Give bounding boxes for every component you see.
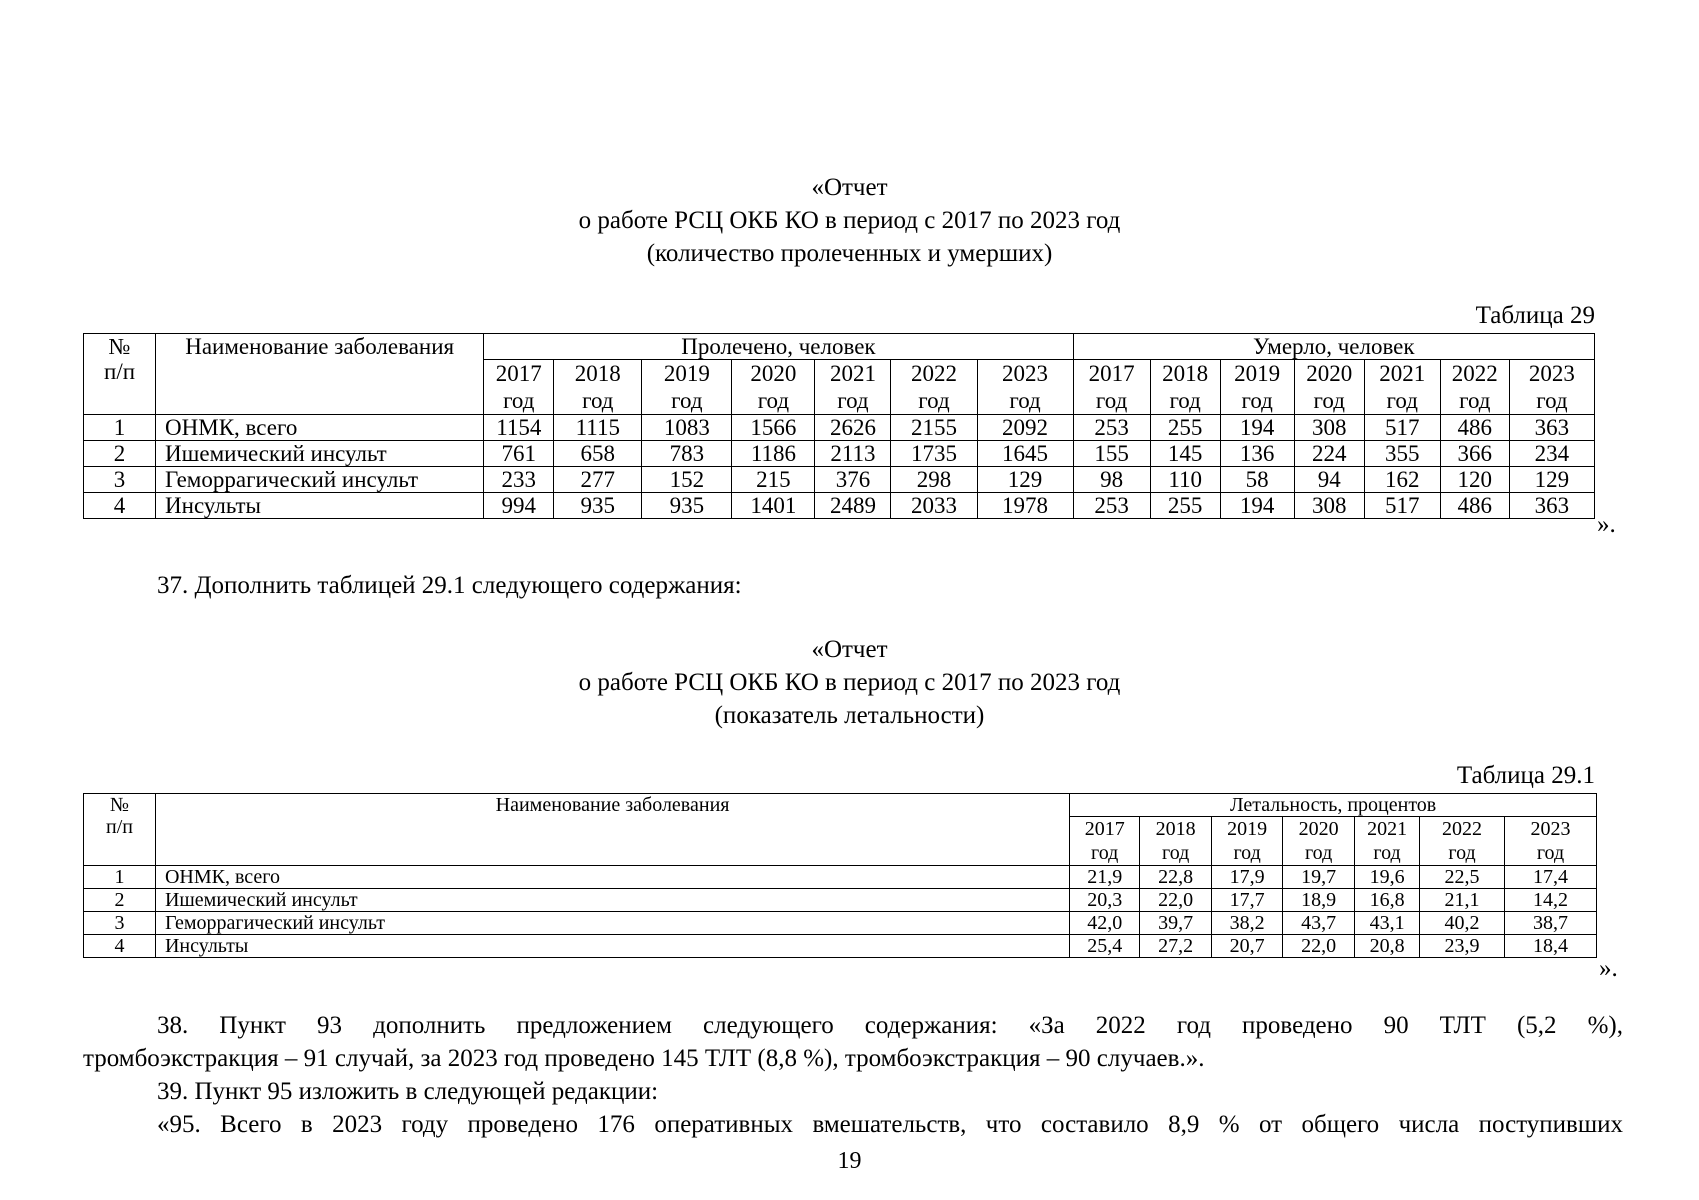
lethality-value: 20,3 <box>1070 889 1140 912</box>
disease-name: Геморрагический инсульт <box>155 912 1069 935</box>
table-row <box>84 441 1595 467</box>
row-number: 1 <box>84 866 156 889</box>
col-header-name: Наименование заболевания <box>155 794 1069 866</box>
page-number: 19 <box>837 1148 862 1174</box>
year-header-2020: 2020 год <box>732 360 815 415</box>
year-header-2018: 2018 год <box>1140 817 1212 866</box>
report1-title-line3: (количество пролеченных и умерших) <box>646 240 1053 267</box>
table29-1-label: Таблица 29.1 <box>1456 762 1595 789</box>
row-number: 2 <box>84 441 156 467</box>
treated-value: 1566 <box>732 415 815 441</box>
group-header-treated: Пролечено, человек <box>484 334 1073 360</box>
lethality-value: 43,1 <box>1355 912 1420 935</box>
treated-value: 277 <box>554 467 642 493</box>
treated-value: 658 <box>554 441 642 467</box>
row-number: 3 <box>84 467 156 493</box>
lethality-value: 23,9 <box>1420 935 1505 958</box>
died-value: 308 <box>1294 493 1364 519</box>
disease-name: Ишемический инсульт <box>156 441 484 467</box>
disease-name: ОНМК, всего <box>155 866 1069 889</box>
year-header-2017: 2017 год <box>484 360 554 415</box>
item-38-line2: тромбоэкстракция – 91 случай, за 2023 год проведено 145 ТЛТ (8,8 %), тромбоэкстракция – 90 случаев.». <box>83 1045 1205 1072</box>
treated-value: 761 <box>484 441 554 467</box>
row-number: 4 <box>84 493 156 519</box>
item-38-line1: 38. Пункт 93 дополнить предложением следующего содержания: «За 2022 год проведено 90 ТЛТ (5,2 %), <box>157 1012 1623 1039</box>
report1-title <box>0 171 1699 270</box>
year-header-2018: 2018 год <box>554 360 642 415</box>
table-29 <box>83 333 1595 519</box>
lethality-value: 20,8 <box>1355 935 1420 958</box>
year-header-2020: 2020 год <box>1283 817 1355 866</box>
lethality-value: 22,5 <box>1420 866 1505 889</box>
item-37: 37. Дополнить таблицей 29.1 следующего содержания: <box>157 572 742 599</box>
item-95-text: «95. Всего в 2023 году проведено 176 оперативных вмешательств, что составило 8,9 % от общего числа поступивших <box>157 1111 1623 1138</box>
table29-1-closing-quote: ». <box>1599 955 1618 982</box>
disease-name: Геморрагический инсульт <box>156 467 484 493</box>
lethality-value: 40,2 <box>1420 912 1505 935</box>
died-value: 308 <box>1294 415 1364 441</box>
died-value: 129 <box>1509 467 1594 493</box>
disease-name: ОНМК, всего <box>156 415 484 441</box>
year-header-2020: 2020 год <box>1294 360 1364 415</box>
lethality-value: 27,2 <box>1140 935 1212 958</box>
died-value: 486 <box>1440 493 1509 519</box>
died-value: 355 <box>1364 441 1440 467</box>
lethality-value: 22,0 <box>1283 935 1355 958</box>
died-value: 194 <box>1220 493 1294 519</box>
col-header-number: № п/п <box>84 794 156 866</box>
treated-value: 376 <box>815 467 891 493</box>
lethality-value: 17,9 <box>1212 866 1283 889</box>
lethality-value: 19,6 <box>1355 866 1420 889</box>
died-value: 58 <box>1220 467 1294 493</box>
year-header-2021: 2021 год <box>815 360 891 415</box>
group-header-lethality: Летальность, процентов <box>1070 794 1597 817</box>
lethality-value: 18,4 <box>1505 935 1597 958</box>
row-number: 2 <box>84 889 156 912</box>
died-value: 94 <box>1294 467 1364 493</box>
report1-title-line2: о работе РСЦ ОКБ КО в период с 2017 по 2023 год <box>578 207 1121 234</box>
lethality-value: 43,7 <box>1283 912 1355 935</box>
treated-value: 1115 <box>554 415 642 441</box>
lethality-value: 14,2 <box>1505 889 1597 912</box>
died-value: 363 <box>1509 415 1594 441</box>
lethality-value: 17,4 <box>1505 866 1597 889</box>
died-value: 194 <box>1220 415 1294 441</box>
year-header-2019: 2019 год <box>642 360 732 415</box>
table-row <box>84 866 1597 889</box>
lethality-value: 16,8 <box>1355 889 1420 912</box>
lethality-value: 21,1 <box>1420 889 1505 912</box>
disease-name: Ишемический инсульт <box>155 889 1069 912</box>
table-29-1 <box>83 793 1597 958</box>
treated-value: 1401 <box>732 493 815 519</box>
died-value: 145 <box>1150 441 1220 467</box>
treated-value: 783 <box>642 441 732 467</box>
died-value: 255 <box>1150 415 1220 441</box>
year-header-2018: 2018 год <box>1150 360 1220 415</box>
row-number: 4 <box>84 935 156 958</box>
year-header-2022: 2022 год <box>891 360 977 415</box>
treated-value: 935 <box>554 493 642 519</box>
group-header-died: Умерло, человек <box>1073 334 1594 360</box>
treated-value: 1154 <box>484 415 554 441</box>
year-header-2022: 2022 год <box>1420 817 1505 866</box>
treated-value: 152 <box>642 467 732 493</box>
treated-value: 1735 <box>891 441 977 467</box>
died-value: 234 <box>1509 441 1594 467</box>
table29-label: Таблица 29 <box>1475 302 1595 329</box>
disease-name: Инсульты <box>156 493 484 519</box>
treated-value: 2092 <box>977 415 1073 441</box>
died-value: 517 <box>1364 415 1440 441</box>
died-value: 120 <box>1440 467 1509 493</box>
col-header-name: Наименование заболевания <box>156 334 484 415</box>
year-header-2017: 2017 год <box>1073 360 1150 415</box>
table-row <box>84 889 1597 912</box>
disease-name: Инсульты <box>155 935 1069 958</box>
treated-value: 1978 <box>977 493 1073 519</box>
col-header-number: № п/п <box>84 334 156 415</box>
lethality-value: 42,0 <box>1070 912 1140 935</box>
report2-title-line3: (показатель летальности) <box>714 702 985 729</box>
report2-title-line1: «Отчет <box>811 636 888 663</box>
died-value: 136 <box>1220 441 1294 467</box>
row-number: 1 <box>84 415 156 441</box>
died-value: 253 <box>1073 415 1150 441</box>
treated-value: 1186 <box>732 441 815 467</box>
died-value: 517 <box>1364 493 1440 519</box>
lethality-value: 22,8 <box>1140 866 1212 889</box>
treated-value: 2033 <box>891 493 977 519</box>
lethality-value: 38,7 <box>1505 912 1597 935</box>
died-value: 155 <box>1073 441 1150 467</box>
year-header-2017: 2017 год <box>1070 817 1140 866</box>
lethality-value: 22,0 <box>1140 889 1212 912</box>
died-value: 224 <box>1294 441 1364 467</box>
year-header-2021: 2021 год <box>1364 360 1440 415</box>
year-header-2021: 2021 год <box>1355 817 1420 866</box>
lethality-value: 20,7 <box>1212 935 1283 958</box>
table-row <box>84 912 1597 935</box>
lethality-value: 17,7 <box>1212 889 1283 912</box>
table-row <box>84 467 1595 493</box>
table29-closing-quote: ». <box>1597 511 1616 538</box>
lethality-value: 39,7 <box>1140 912 1212 935</box>
died-value: 253 <box>1073 493 1150 519</box>
lethality-value: 38,2 <box>1212 912 1283 935</box>
died-value: 110 <box>1150 467 1220 493</box>
treated-value: 1645 <box>977 441 1073 467</box>
year-header-2023: 2023 год <box>1509 360 1594 415</box>
died-value: 255 <box>1150 493 1220 519</box>
treated-value: 2489 <box>815 493 891 519</box>
treated-value: 233 <box>484 467 554 493</box>
report1-title-line1: «Отчет <box>811 174 888 201</box>
treated-value: 935 <box>642 493 732 519</box>
treated-value: 129 <box>977 467 1073 493</box>
treated-value: 2626 <box>815 415 891 441</box>
table-row <box>84 415 1595 441</box>
lethality-value: 19,7 <box>1283 866 1355 889</box>
report2-title-line2: о работе РСЦ ОКБ КО в период с 2017 по 2023 год <box>578 669 1121 696</box>
year-header-2023: 2023 год <box>1505 817 1597 866</box>
treated-value: 298 <box>891 467 977 493</box>
item-39: 39. Пункт 95 изложить в следующей редакции: <box>157 1078 659 1105</box>
died-value: 162 <box>1364 467 1440 493</box>
treated-value: 2113 <box>815 441 891 467</box>
year-header-2019: 2019 год <box>1220 360 1294 415</box>
year-header-2023: 2023 год <box>977 360 1073 415</box>
table-row <box>84 493 1595 519</box>
table-row <box>84 935 1597 958</box>
year-header-2022: 2022 год <box>1440 360 1509 415</box>
year-header-2019: 2019 год <box>1212 817 1283 866</box>
treated-value: 1083 <box>642 415 732 441</box>
died-value: 366 <box>1440 441 1509 467</box>
row-number: 3 <box>84 912 156 935</box>
lethality-value: 18,9 <box>1283 889 1355 912</box>
lethality-value: 21,9 <box>1070 866 1140 889</box>
treated-value: 994 <box>484 493 554 519</box>
lethality-value: 25,4 <box>1070 935 1140 958</box>
report2-title <box>0 633 1699 732</box>
died-value: 486 <box>1440 415 1509 441</box>
treated-value: 2155 <box>891 415 977 441</box>
died-value: 98 <box>1073 467 1150 493</box>
died-value: 363 <box>1509 493 1594 519</box>
treated-value: 215 <box>732 467 815 493</box>
